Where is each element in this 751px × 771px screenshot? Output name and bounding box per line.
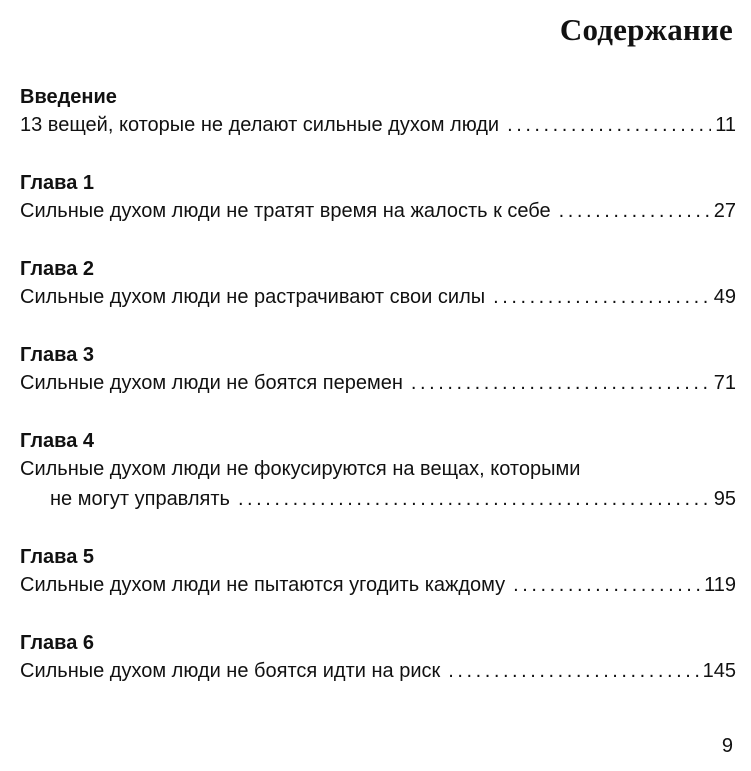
section-heading: Глава 6 — [20, 632, 95, 654]
toc-entry[interactable] — [20, 571, 736, 601]
entry-title: Сильные духом люди не растрачивают свои силы — [20, 286, 486, 308]
dot-leader — [411, 369, 710, 397]
page-title: Содержание — [559, 12, 733, 47]
section-heading: Введение — [20, 86, 117, 108]
entry-title: Сильные духом люди не тратят время на жалость к себе — [20, 200, 551, 222]
toc-entry[interactable] — [20, 197, 736, 227]
entry-title-line-1[interactable]: Сильные духом люди не фокусируются на вещах, которыми — [20, 458, 581, 480]
entry-page-number: 71 — [713, 372, 736, 394]
toc-entry[interactable] — [20, 283, 736, 313]
toc-section-chapter-1 — [20, 169, 736, 227]
toc-entry[interactable] — [20, 369, 736, 399]
entry-page-number: 11 — [715, 114, 736, 136]
toc-section-intro — [20, 83, 736, 141]
entry-page-number: 27 — [713, 200, 736, 222]
section-heading: Глава 4 — [20, 430, 95, 452]
entry-title: 13 вещей, которые не делают сильные духом люди — [20, 114, 500, 136]
toc-entry[interactable] — [20, 657, 736, 687]
dot-leader — [559, 197, 710, 225]
entry-page-number: 49 — [713, 286, 736, 308]
dot-leader — [493, 283, 710, 311]
dot-leader — [513, 571, 700, 599]
entry-title: Сильные духом люди не боятся идти на риск — [20, 660, 441, 682]
entry-title: Сильные духом люди не боятся перемен — [20, 372, 403, 394]
toc-section-chapter-6 — [20, 629, 736, 687]
toc-section-chapter-2 — [20, 255, 736, 313]
toc-section-chapter-5 — [20, 543, 736, 601]
toc-section-chapter-4 — [20, 427, 736, 515]
dot-leader — [448, 657, 698, 685]
entry-page-number: 119 — [704, 574, 736, 596]
entry-title-line-2: не могут управлять — [50, 488, 230, 510]
dot-leader — [507, 111, 711, 139]
section-heading: Глава 5 — [20, 546, 95, 568]
toc-section-chapter-3 — [20, 341, 736, 399]
section-heading: Глава 2 — [20, 258, 95, 280]
toc-entry[interactable] — [20, 485, 736, 515]
entry-page-number: 145 — [702, 660, 736, 682]
section-heading: Глава 1 — [20, 172, 95, 194]
entry-title: Сильные духом люди не пытаются угодить каждому — [20, 574, 506, 596]
page-number-folio: 9 — [721, 735, 733, 757]
section-heading: Глава 3 — [20, 344, 95, 366]
dot-leader — [238, 485, 710, 513]
toc-entry[interactable] — [20, 111, 736, 141]
entry-page-number: 95 — [713, 488, 736, 510]
